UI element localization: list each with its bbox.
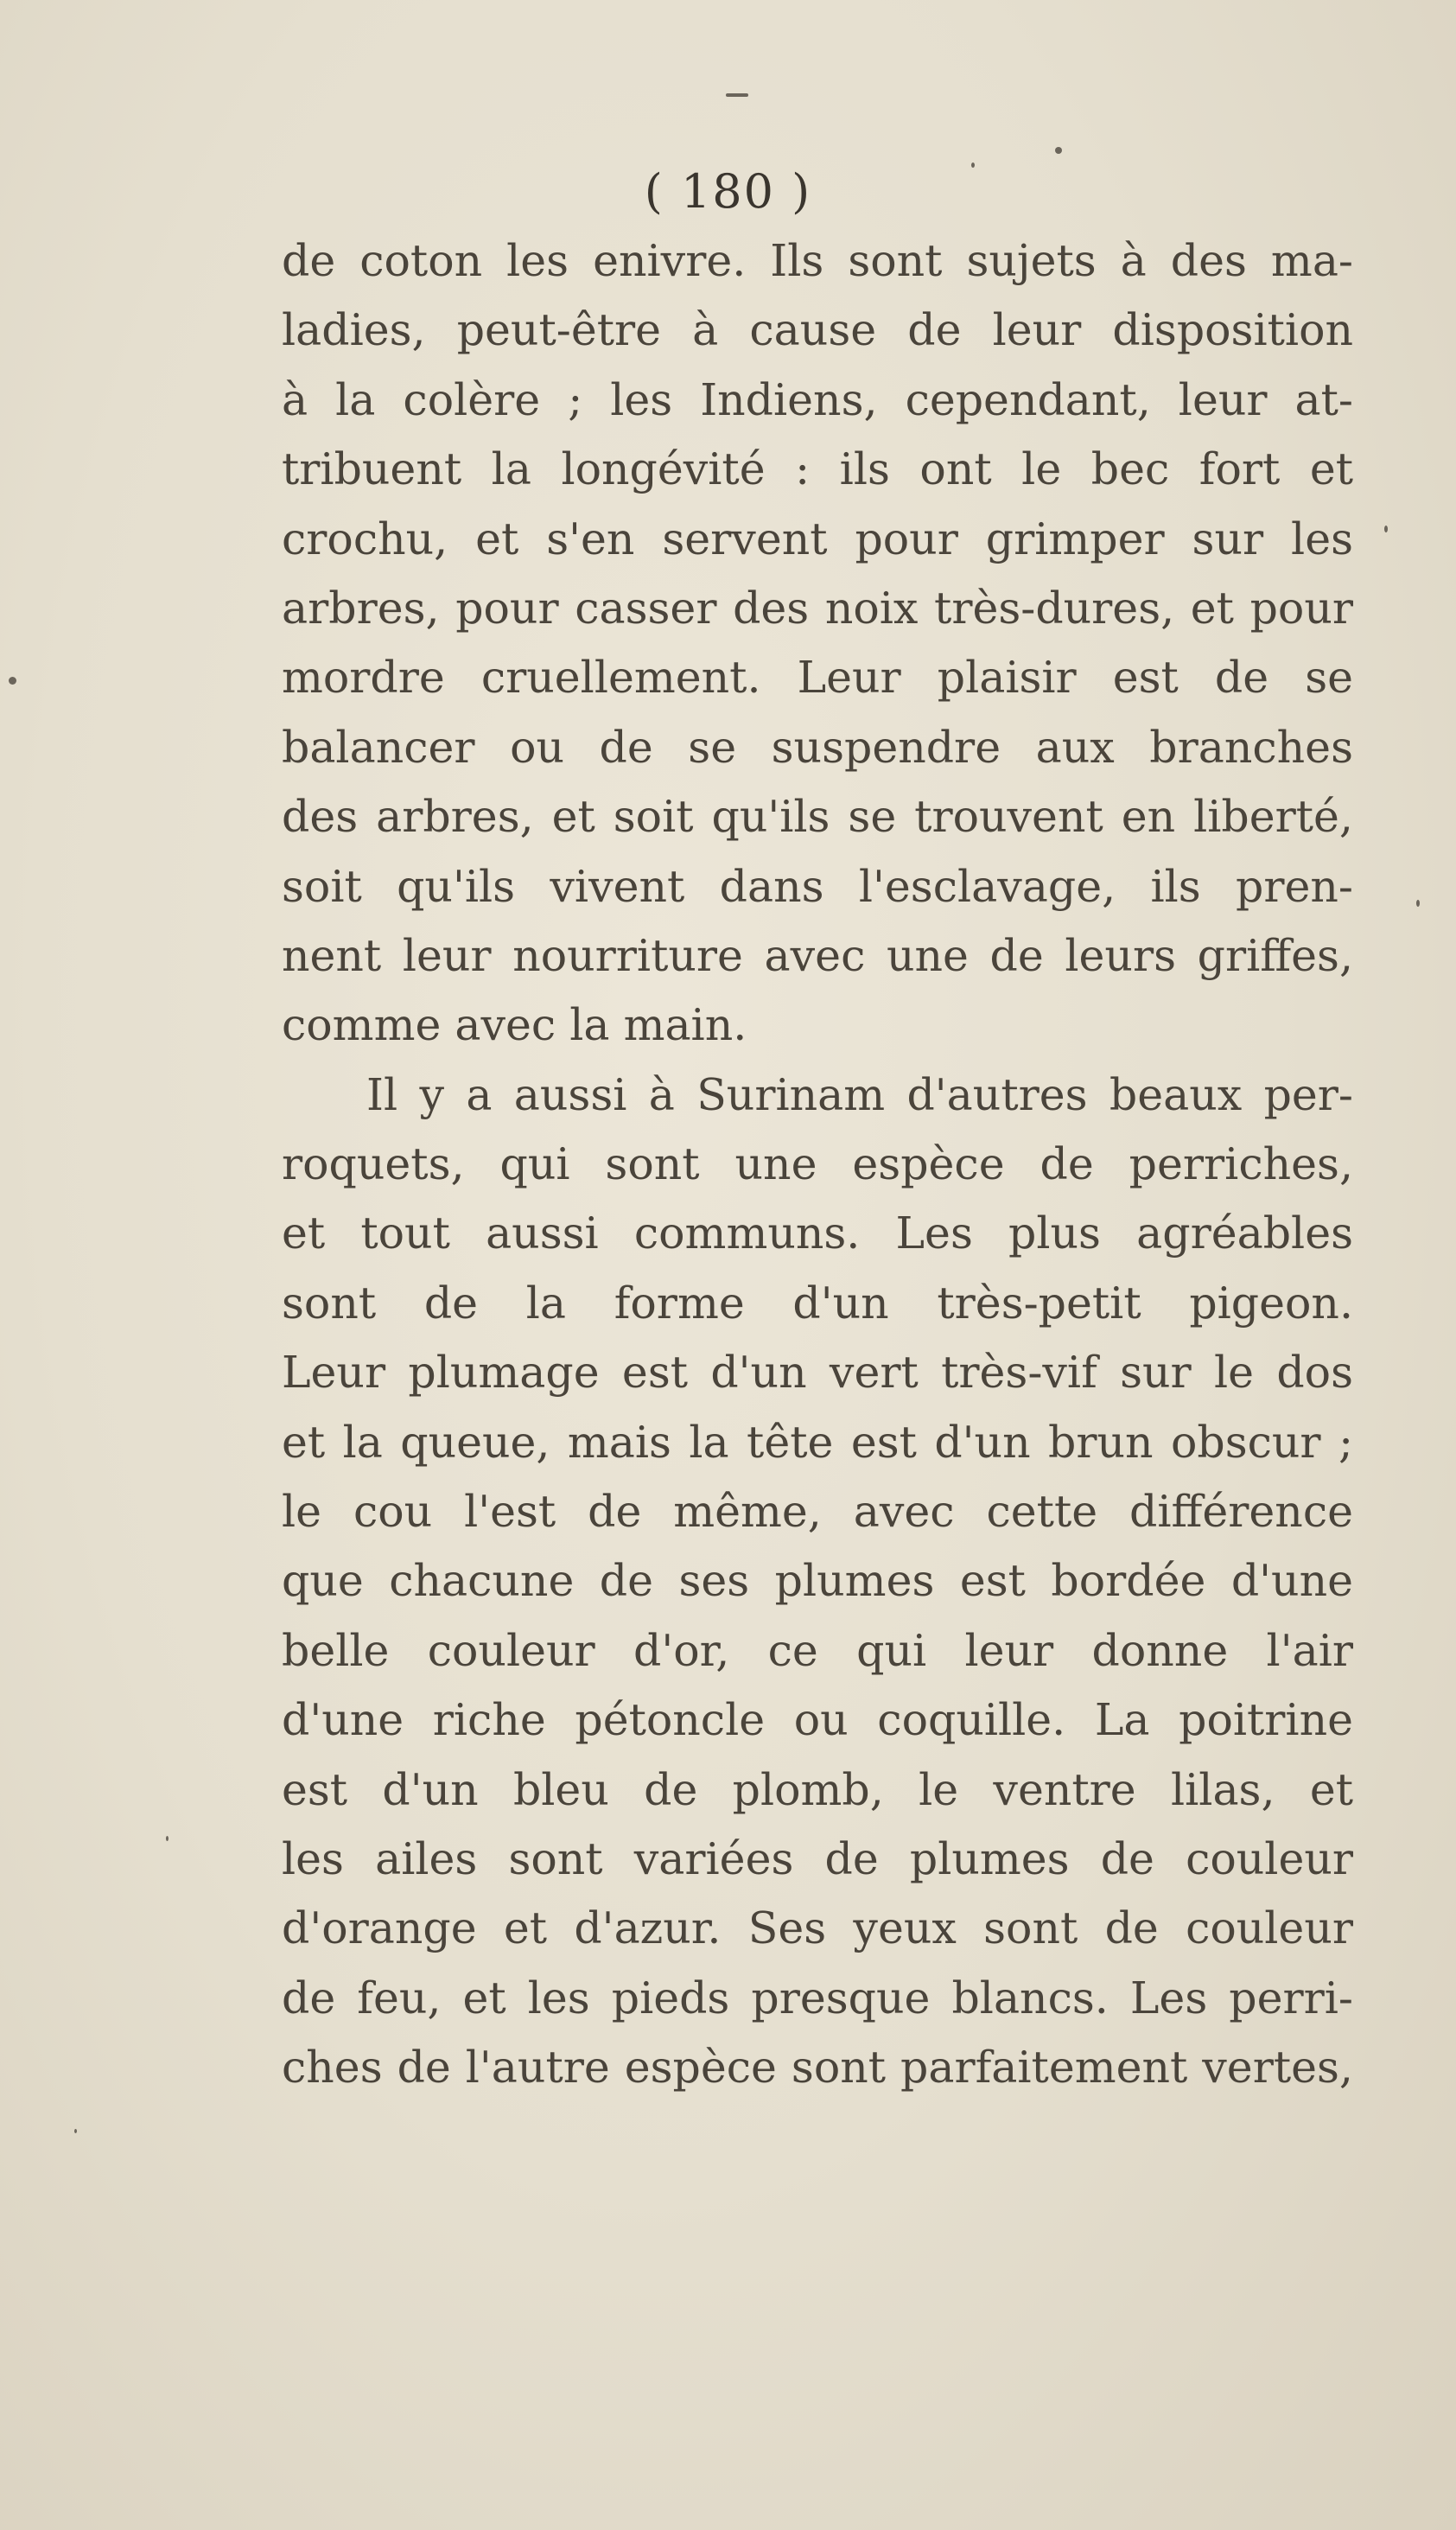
text-line: belle couleur d'or, ce qui leur donne l'air [282,1624,1353,1676]
ink-speck [166,1836,168,1841]
text-line: tribuent la longévité : ils ont le bec fort et [282,443,1353,495]
text-line: à la colère ; les Indiens, cependant, leur at- [282,373,1353,425]
text-line: le cou l'est de même, avec cette différence [282,1486,1353,1538]
ink-speck [74,2129,77,2133]
ink-speck [1416,900,1420,907]
text-line: soit qu'ils vivent dans l'esclavage, ils pren- [282,860,1353,912]
ink-speck [9,677,16,685]
page-number-header: ( 180 ) [644,164,812,219]
text-line: arbres, pour casser des noix très-dures, et pour [282,582,1353,634]
text-line: comme avec la main. [282,999,747,1051]
text-line: crochu, et s'en servent pour grimper sur les [282,513,1353,564]
ink-speck [1384,526,1388,532]
text-line: sont de la forme d'un très-petit pigeon. [282,1277,1353,1329]
text-line: de feu, et les pieds presque blancs. Les perri- [282,1972,1353,2023]
text-line: nent leur nourriture avec une de leurs griffes, [282,929,1353,981]
text-line: les ailes sont variées de plumes de couleur [282,1832,1353,1884]
text-line: Il y a aussi à Surinam d'autres beaux per- [366,1068,1353,1120]
body-text [282,226,1353,2103]
text-line: Leur plumage est d'un vert très-vif sur le dos [282,1347,1353,1399]
text-line: de coton les enivre. Ils sont sujets à des ma- [282,235,1353,286]
text-line: ches de l'autre espèce sont parfaitement vertes, [282,2042,1353,2093]
text-line: est d'un bleu de plomb, le ventre lilas, et [282,1763,1353,1815]
text-line: que chacune de ses plumes est bordée d'une [282,1555,1353,1607]
text-line: et tout aussi communs. Les plus agréables [282,1208,1353,1259]
ink-speck [1055,147,1062,154]
text-line: roquets, qui sont une espèce de perriches, [282,1138,1353,1190]
text-line: et la queue, mais la tête est d'un brun obscur ; [282,1416,1353,1468]
text-line: d'une riche pétoncle ou coquille. La poitrine [282,1694,1353,1746]
text-line: balancer ou de se suspendre aux branches [282,721,1353,773]
text-line: des arbres, et soit qu'ils se trouvent en liberté, [282,791,1353,843]
text-line: mordre cruellement. Leur plaisir est de se [282,652,1353,704]
ink-speck [726,93,748,97]
text-line: d'orange et d'azur. Ses yeux sont de couleur [282,1902,1353,1954]
text-line: ladies, peut-être à cause de leur disposition [282,304,1353,356]
